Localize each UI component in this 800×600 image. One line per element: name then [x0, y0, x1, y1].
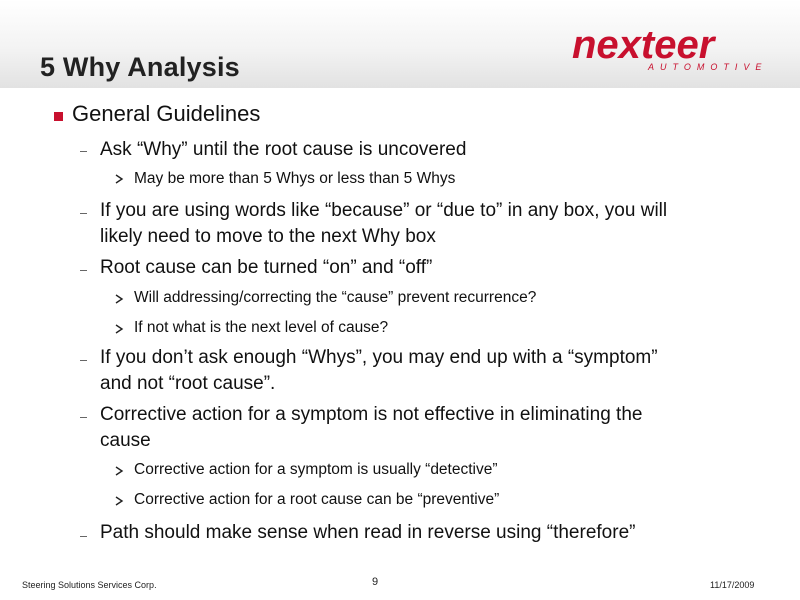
arrowhead-bullet-icon — [114, 294, 124, 304]
guideline-item: Ask “Why” until the root cause is uncovered — [100, 139, 467, 160]
footer-date: 11/17/2009 — [710, 580, 755, 590]
arrowhead-bullet-icon — [114, 174, 124, 184]
guideline-item: Corrective action for a symptom is not effective in eliminating the — [100, 404, 643, 425]
guideline-item: If you are using words like “because” or “due to” in any box, you will — [100, 200, 668, 221]
page-number: 9 — [372, 576, 379, 588]
dash-bullet-icon — [80, 270, 87, 271]
slide-title: 5 Why Analysis — [40, 52, 240, 82]
guideline-subitem: Corrective action for a root cause can be “preventive” — [134, 491, 500, 508]
guideline-subitem: May be more than 5 Whys or less than 5 Whys — [134, 170, 456, 187]
dash-bullet-icon — [80, 360, 87, 361]
square-bullet-icon — [54, 112, 63, 121]
dash-bullet-icon — [80, 417, 87, 418]
guideline-subitem: Will addressing/correcting the “cause” prevent recurrence? — [134, 289, 537, 306]
arrowhead-bullet-icon — [114, 466, 124, 476]
guideline-item-continued: likely need to move to the next Why box — [100, 226, 436, 247]
guideline-item: Path should make sense when read in reverse using “therefore” — [100, 522, 636, 543]
guideline-subitem: Corrective action for a symptom is usually “detective” — [134, 461, 498, 478]
arrowhead-bullet-icon — [114, 496, 124, 506]
guidelines-heading: General Guidelines — [72, 101, 261, 126]
logo-subtitle: AUTOMOTIVE — [648, 62, 768, 72]
guideline-item-continued: and not “root cause”. — [100, 373, 276, 394]
guideline-subitem: If not what is the next level of cause? — [134, 319, 389, 336]
guideline-item: If you don’t ask enough “Whys”, you may end up with a “symptom” — [100, 347, 658, 368]
logo-word: nexteer — [572, 26, 715, 67]
guideline-item: Root cause can be turned “on” and “off” — [100, 257, 433, 278]
dash-bullet-icon — [80, 213, 87, 214]
dash-bullet-icon — [80, 151, 87, 152]
footer-company: Steering Solutions Services Corp. — [22, 580, 157, 590]
arrowhead-bullet-icon — [114, 324, 124, 334]
dash-bullet-icon — [80, 536, 87, 537]
guideline-item-continued: cause — [100, 430, 151, 451]
